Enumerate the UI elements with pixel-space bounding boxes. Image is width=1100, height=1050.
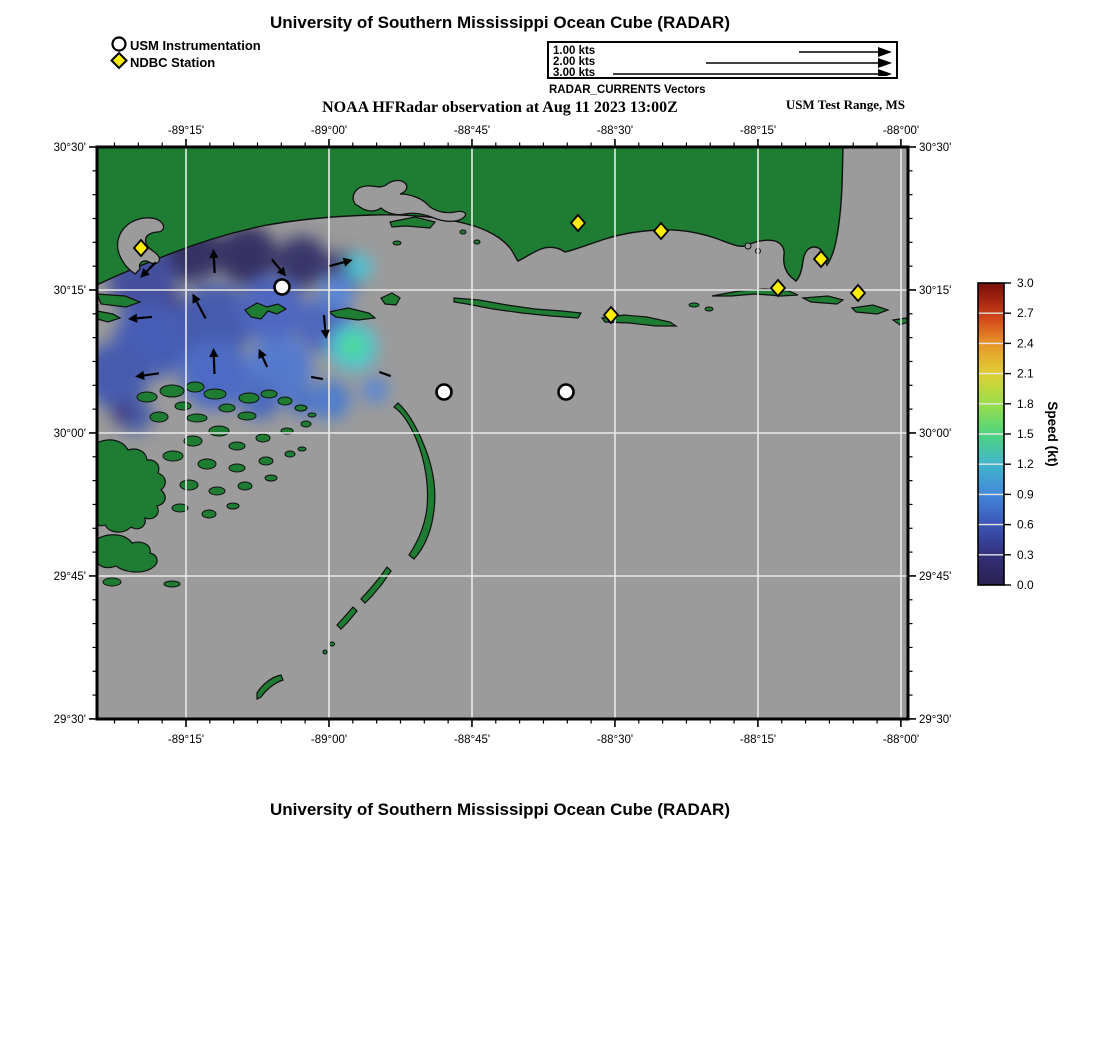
marsh-patch [259, 457, 273, 465]
speed-field-blob [346, 254, 372, 280]
marsh-patch [323, 650, 327, 654]
usm-circle-icon [113, 38, 126, 51]
marsh-patch [186, 382, 204, 392]
current-vector-shaft [324, 315, 325, 330]
vector-scale-arrows [549, 43, 895, 76]
marsh-patch [474, 240, 480, 244]
legend-label-usm: USM Instrumentation [130, 38, 261, 53]
marsh-patch [175, 402, 191, 410]
colorbar-tick-label: 2.4 [1017, 336, 1034, 351]
marsh-patch [160, 385, 184, 397]
lon-tick-label: -89°15' [167, 125, 205, 137]
current-vector-shaft [214, 357, 215, 374]
lat-tick-label: 29°30' [919, 714, 952, 726]
marsh-patch [278, 397, 292, 405]
colorbar-tick-label: 3.0 [1017, 276, 1034, 290]
lat-tick-label: 30°00' [919, 428, 952, 440]
lat-tick-label: 30°30' [53, 142, 86, 154]
lon-tick-label: -88°45' [453, 125, 491, 137]
lat-tick-label: 30°30' [919, 142, 952, 154]
lon-tick-label: -88°00' [882, 734, 920, 746]
marsh-patch [202, 510, 216, 518]
usm-station-marker [437, 385, 452, 400]
marsh-patch [103, 578, 121, 586]
speed-field-blob [320, 275, 354, 309]
lon-tick-label: -89°00' [310, 734, 348, 746]
marsh-patch [330, 642, 335, 646]
marsh-patch [180, 480, 198, 490]
vector-scale-caption: RADAR_CURRENTS Vectors [549, 84, 706, 96]
marsh-patch [164, 581, 180, 587]
ndbc-diamond-icon [112, 53, 127, 68]
marsh-patch [295, 405, 307, 411]
marsh-patch [265, 475, 277, 481]
legend-marker-icons [108, 34, 132, 72]
marsh-patch [137, 392, 157, 402]
marsh-patch [238, 412, 256, 420]
usm-station-marker [275, 280, 290, 295]
range-label: USM Test Range, MS [785, 97, 905, 112]
marsh-patch [261, 390, 277, 398]
lon-tick-label: -88°30' [596, 125, 634, 137]
lat-tick-label: 30°15' [53, 285, 86, 297]
scale-arrow-head [878, 69, 892, 76]
marsh-patch [227, 503, 239, 509]
legend-label-ndbc: NDBC Station [130, 54, 216, 70]
vector-scale-box [547, 41, 898, 79]
marsh-patch [239, 393, 259, 403]
colorbar-tick-label: 0.9 [1017, 487, 1034, 502]
marsh-patch [308, 413, 316, 417]
marsh-patch [163, 451, 183, 461]
lat-tick-label: 29°45' [53, 571, 86, 583]
marsh-patch [198, 459, 216, 469]
marsh-patch [229, 464, 245, 472]
marsh-patch [256, 434, 270, 442]
lat-tick-label: 29°30' [53, 714, 86, 726]
bottom-title: University of Southern Mississippi Ocean Cube (RADAR) [269, 800, 730, 819]
colorbar-tick-label: 2.7 [1017, 306, 1034, 321]
scale-arrow-head [878, 47, 892, 57]
top-title: University of Southern Mississippi Ocean Cube (RADAR) [269, 13, 730, 32]
current-vector-shaft [137, 317, 152, 318]
marsh-patch [238, 482, 252, 490]
colorbar-tick-label: 2.1 [1017, 366, 1034, 381]
speed-field-blob [340, 333, 366, 359]
colorbar-tick-label: 1.8 [1017, 396, 1034, 411]
marsh-patch [705, 307, 713, 311]
speed-field-blob [111, 402, 133, 424]
colorbar-tick-label: 0.6 [1017, 517, 1034, 532]
lon-tick-label: -89°15' [167, 734, 205, 746]
lat-tick-label: 30°00' [53, 428, 86, 440]
colorbar-tick-label: 1.2 [1017, 457, 1034, 472]
lon-tick-label: -88°00' [882, 125, 920, 137]
map-canvas [82, 147, 908, 719]
marsh-patch [393, 241, 401, 245]
colorbar-tick-label: 0.0 [1017, 578, 1034, 592]
marsh-patch [209, 487, 225, 495]
vector-scale-2kt-label: 2.00 kts [553, 56, 596, 68]
current-vector-shaft [214, 258, 215, 273]
figure-svg [0, 120, 1100, 760]
lon-tick-label: -88°30' [596, 734, 634, 746]
lat-tick-label: 29°45' [919, 571, 952, 583]
speed-field-blob [362, 377, 388, 403]
marsh-patch [285, 451, 295, 457]
lon-tick-label: -89°00' [310, 125, 348, 137]
marsh-patch [301, 421, 311, 427]
bay-water [745, 243, 751, 249]
colorbar-tick-label: 1.5 [1017, 427, 1034, 441]
marsh-patch [460, 230, 466, 234]
map-legend [108, 34, 288, 72]
lat-tick-label: 30°15' [919, 285, 952, 297]
colorbar-tick-label: 0.3 [1017, 547, 1034, 562]
usm-station-marker [559, 385, 574, 400]
vector-scale-1kt-label: 1.00 kts [553, 45, 596, 57]
lon-tick-label: -88°15' [739, 125, 777, 137]
marsh-patch [219, 404, 235, 412]
marsh-patch [229, 442, 245, 450]
colorbar-axis-label: Speed (kt) [1045, 401, 1060, 467]
marsh-patch [298, 447, 306, 451]
marsh-patch [689, 303, 699, 307]
marsh-patch [150, 412, 168, 422]
marsh-patch [187, 414, 207, 422]
marsh-patch [209, 426, 229, 436]
marsh-patch [204, 389, 226, 399]
scale-arrow-head [878, 58, 892, 68]
map-subtitle: NOAA HFRadar observation at Aug 11 2023 13:00Z [322, 99, 678, 116]
vector-scale-3kt-label: 3.00 kts [553, 67, 596, 79]
lon-tick-label: -88°15' [739, 734, 777, 746]
lon-tick-label: -88°45' [453, 734, 491, 746]
